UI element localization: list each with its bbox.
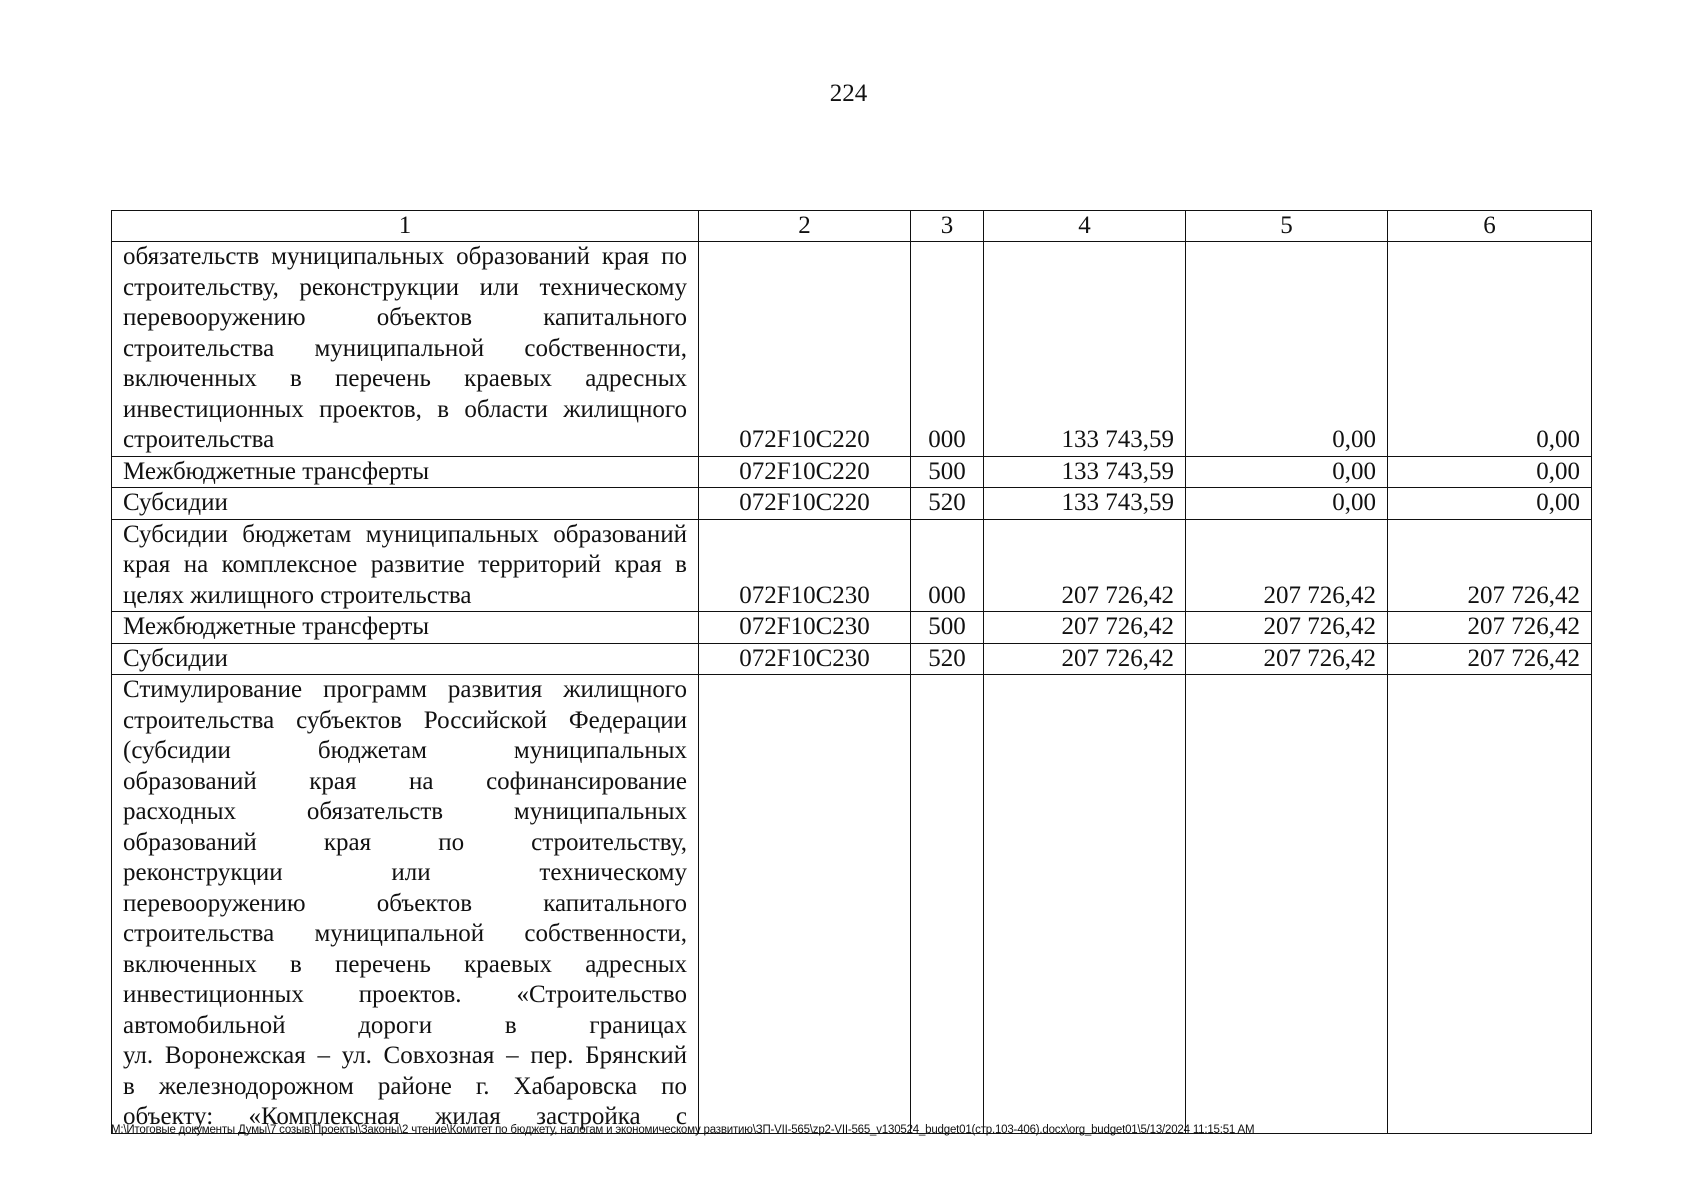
- expense-name-line: ул. Воронежская – ул. Совхозная – пер. Брянский: [123, 1042, 687, 1069]
- expense-name-line: перевооружению объектов капитального: [123, 889, 687, 917]
- expense-name-line: инвестиционных проектов, в области жилищного: [123, 395, 687, 423]
- expense-name-cell: [112, 519, 699, 612]
- amount-year2-cell: 0,00: [1186, 456, 1388, 488]
- column-header-3: 3: [911, 211, 984, 242]
- expense-name-line: строительства: [123, 426, 275, 453]
- expense-name-cell: [112, 242, 699, 457]
- expense-name-line: Субсидии бюджетам муниципальных образований: [123, 520, 687, 548]
- expense-name-cell: [112, 488, 699, 520]
- expense-type-cell: 000: [911, 519, 984, 612]
- amount-year3-cell: [1388, 675, 1592, 1134]
- expense-name-line: Межбюджетные трансферты: [123, 457, 430, 485]
- expense-name-line: обязательств муниципальных образований края по: [123, 243, 687, 270]
- expense-name-line: объекту: «Комплексная жилая застройка с: [123, 1103, 687, 1130]
- amount-year2-cell: 207 726,42: [1186, 612, 1388, 644]
- expense-name-cell: [112, 675, 699, 1134]
- column-header-4: 4: [984, 211, 1186, 242]
- column-header-2: 2: [699, 211, 911, 242]
- amount-year2-cell: [1186, 675, 1388, 1134]
- expense-name-line: строительства субъектов Российской Федерации: [123, 706, 687, 734]
- expense-type-cell: 500: [911, 612, 984, 644]
- column-header-1: 1: [112, 211, 699, 242]
- amount-year1-cell: 133 743,59: [984, 242, 1186, 457]
- amount-year2-cell: 0,00: [1186, 488, 1388, 520]
- target-article-cell: 072F10C220: [699, 488, 911, 520]
- expense-name-line: целях жилищного строительства: [123, 581, 472, 609]
- expense-type-cell: 520: [911, 488, 984, 520]
- table-row: [112, 612, 1592, 644]
- expense-name-cell: [112, 456, 699, 488]
- expense-name-line: края на комплексное развитие территорий края в: [123, 551, 687, 578]
- table-row: [112, 643, 1592, 675]
- column-header-5: 5: [1186, 211, 1388, 242]
- expense-name-line: реконструкции или техническому: [123, 859, 687, 886]
- expense-type-cell: 520: [911, 643, 984, 675]
- expense-name-line: расходных обязательств муниципальных: [123, 798, 687, 825]
- amount-year1-cell: 207 726,42: [984, 612, 1186, 644]
- expense-name-line: Стимулирование программ развития жилищного: [123, 676, 687, 703]
- expense-type-cell: 000: [911, 242, 984, 457]
- target-article-cell: 072F10C220: [699, 242, 911, 457]
- table-row: [112, 242, 1592, 457]
- amount-year3-cell: 207 726,42: [1388, 519, 1592, 612]
- table-row: [112, 519, 1592, 612]
- expense-name-cell: [112, 612, 699, 644]
- expense-name-line: в железнодорожном районе г. Хабаровска по: [123, 1072, 687, 1100]
- expense-type-cell: [911, 675, 984, 1134]
- expense-type-cell: 500: [911, 456, 984, 488]
- table-row: [112, 675, 1592, 1134]
- column-header-6: 6: [1388, 211, 1592, 242]
- amount-year3-cell: 207 726,42: [1388, 643, 1592, 675]
- amount-year1-cell: [984, 675, 1186, 1134]
- amount-year1-cell: 207 726,42: [984, 519, 1186, 612]
- amount-year1-cell: 207 726,42: [984, 643, 1186, 675]
- expense-name-line: автомобильной дороги в границах: [123, 1011, 687, 1039]
- expense-name-line: образований края на софинансирование: [123, 767, 687, 795]
- amount-year1-cell: 133 743,59: [984, 456, 1186, 488]
- amount-year3-cell: 0,00: [1388, 242, 1592, 457]
- target-article-cell: [699, 675, 911, 1134]
- expense-name-line: строительству, реконструкции или техническому: [123, 273, 687, 301]
- amount-year2-cell: 207 726,42: [1186, 643, 1388, 675]
- target-article-cell: 072F10C220: [699, 456, 911, 488]
- target-article-cell: 072F10C230: [699, 643, 911, 675]
- amount-year1-cell: 133 743,59: [984, 488, 1186, 520]
- page-number: 224: [829, 80, 868, 107]
- table-row: [112, 488, 1592, 520]
- target-article-cell: 072F10C230: [699, 519, 911, 612]
- expense-name-line: строительства муниципальной собственности,: [123, 920, 687, 947]
- expense-name-line: (субсидии бюджетам муниципальных: [123, 737, 687, 764]
- budget-table: [111, 210, 1592, 1134]
- document-file-path: M:\Итоговые документы Думы\7 созыв\Проекты\Законы\2 чтение\Комитет по бюджету, налогам и экономическому развитию\ЗП-VII-565\zp2-VII-565_v130524_budget01(стр.103-406).docx\org_budget01\5/13/2024 11:15:51 AM: [111, 1124, 1255, 1136]
- expense-name-cell: [112, 643, 699, 675]
- expense-name-line: перевооружению объектов капитального: [123, 304, 687, 331]
- amount-year2-cell: 0,00: [1186, 242, 1388, 457]
- expense-name-line: строительства муниципальной собственности,: [123, 334, 687, 362]
- expense-name-line: Субсидии: [123, 644, 228, 672]
- amount-year3-cell: 0,00: [1388, 488, 1592, 520]
- expense-name-line: включенных в перечень краевых адресных: [123, 365, 687, 392]
- expense-name-line: включенных в перечень краевых адресных: [123, 950, 687, 978]
- expense-name-line: Субсидии: [123, 489, 228, 516]
- expense-name-line: Межбюджетные трансферты: [123, 613, 430, 640]
- amount-year3-cell: 207 726,42: [1388, 612, 1592, 644]
- table-header-row: [112, 211, 1592, 242]
- expense-name-line: инвестиционных проектов. «Строительство: [123, 981, 687, 1008]
- expense-name-line: образований края по строительству,: [123, 828, 687, 856]
- amount-year2-cell: 207 726,42: [1186, 519, 1388, 612]
- table-row: [112, 456, 1592, 488]
- target-article-cell: 072F10C230: [699, 612, 911, 644]
- amount-year3-cell: 0,00: [1388, 456, 1592, 488]
